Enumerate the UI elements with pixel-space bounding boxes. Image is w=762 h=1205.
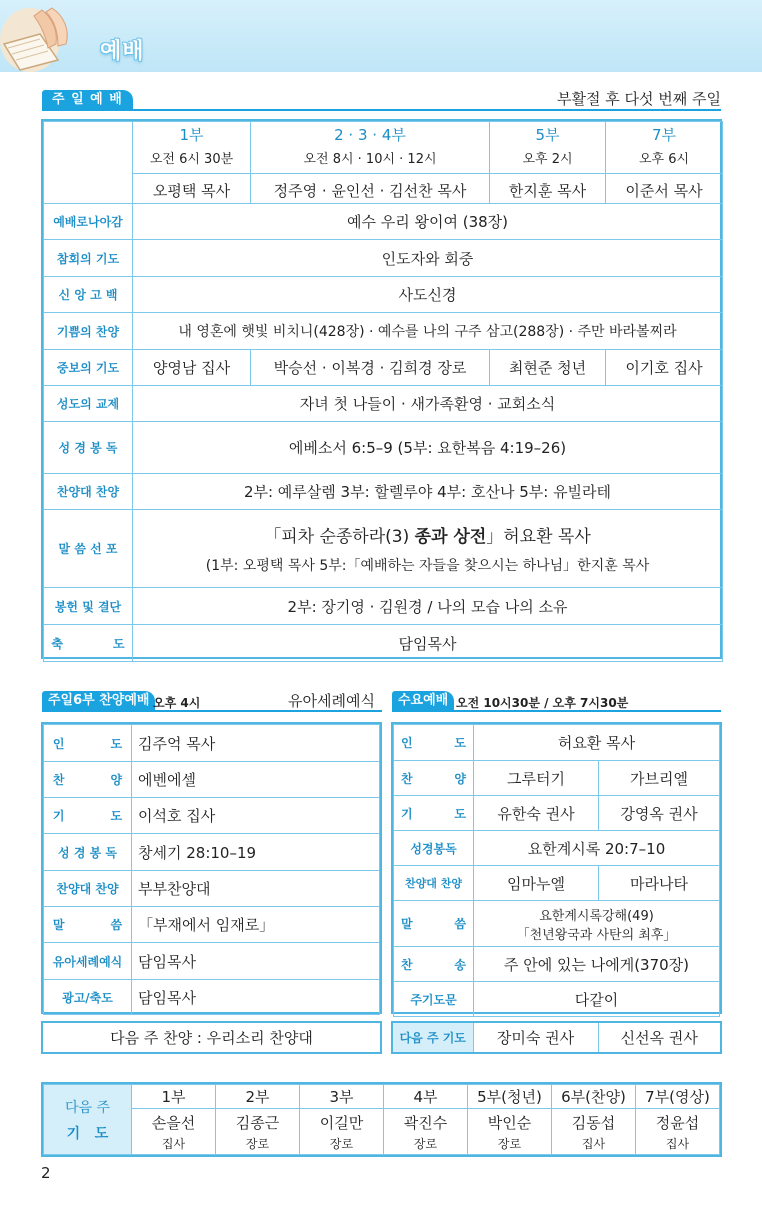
- wednesday-time: 오전 10시30분 / 오후 7시30분: [456, 696, 629, 710]
- row-label: 말 씀: [394, 901, 474, 947]
- table-row: [394, 901, 720, 947]
- person-name: 정윤섭: [655, 1113, 700, 1132]
- row-label: 성경봉독: [394, 831, 474, 866]
- table-row: [44, 762, 380, 798]
- sermon-series: 요한계시록강해(49): [539, 908, 654, 924]
- header-banner: [0, 0, 762, 72]
- table-row: [44, 240, 723, 277]
- table-row: [44, 625, 723, 662]
- row-value: 최현준 청년: [490, 350, 606, 386]
- row-label: 찬양대 찬양: [44, 474, 133, 510]
- table-row: [44, 313, 723, 350]
- row-value: 다같이: [474, 982, 720, 1017]
- service-pastor: 정주영 · 윤인선 · 김선찬 목사: [251, 173, 489, 201]
- sermon-alt: (1부: 오평택 목사 5부:「예배하는 자들을 찾으시는 하나님」한지훈 목사: [205, 558, 650, 574]
- row-value: 2부: 예루살렘 3부: 할렐루야 4부: 호산나 5부: 유빌라테: [133, 474, 723, 510]
- services-header-row: [44, 122, 723, 204]
- table-row: [44, 1109, 720, 1155]
- wednesday-worship-tag: 수요예배: [392, 691, 454, 711]
- divider: [42, 109, 721, 111]
- divider: [392, 710, 721, 712]
- table-row: [44, 798, 380, 834]
- row-label: 말 씀 선 포: [44, 510, 133, 588]
- row-value: 에베소서 6:5–9 (5부: 요한복음 4:19–26): [133, 422, 723, 474]
- page-title: 예배: [100, 39, 145, 64]
- row-value: 허요환 목사: [474, 725, 720, 761]
- prayer-cell: [132, 1109, 216, 1155]
- label-top: 다음 주: [64, 1099, 111, 1116]
- sermon-title-part: 「피차 순종하라(3): [264, 527, 415, 547]
- person-title: 장로: [245, 1136, 270, 1151]
- row-label: [44, 1085, 132, 1155]
- sunday-order-table: [41, 119, 722, 659]
- row-value: 내 영혼에 햇빛 비치니(428장) · 예수를 나의 구주 삼고(288장) · 주만 바라볼찌라: [133, 313, 723, 350]
- sixth-order-table: [41, 722, 382, 1014]
- service-name: 1부: [132, 1085, 216, 1109]
- person-name: 박인순: [487, 1113, 532, 1132]
- row-label: 찬양대 찬양: [394, 866, 474, 901]
- row-value: 에벤에셀: [132, 762, 380, 798]
- prayer-cell: [216, 1109, 300, 1155]
- service-name: 7부: [651, 126, 677, 144]
- row-label: 찬 양: [394, 761, 474, 796]
- person-title: 장로: [329, 1136, 354, 1151]
- row-label: 유아세례예식: [44, 943, 132, 980]
- row-value: 예수 우리 왕이여 (38장): [133, 204, 723, 240]
- row-value: 창세기 28:10–19: [132, 834, 380, 871]
- row-label: 축 도: [44, 625, 133, 662]
- table-row: [393, 1023, 720, 1052]
- row-value: 사도신경: [133, 277, 723, 313]
- sermon-cell: [474, 901, 720, 947]
- row-value: 담임목사: [133, 625, 723, 662]
- row-value: 강영옥 권사: [599, 796, 720, 831]
- table-row: [394, 866, 720, 901]
- table-row: [394, 982, 720, 1017]
- empty-cell: [44, 122, 133, 204]
- service-pastor: 오평택 목사: [133, 173, 250, 201]
- service-name: 5부: [535, 126, 560, 144]
- service-cell: [251, 122, 490, 204]
- service-cell: [490, 122, 606, 204]
- person-title: 장로: [413, 1136, 438, 1151]
- service-time: 오후 6시: [638, 152, 690, 167]
- table-row: [44, 350, 723, 386]
- row-label: 다음 주 기도: [393, 1023, 473, 1052]
- service-name: 2부: [216, 1085, 300, 1109]
- sermon-cell: [133, 510, 723, 588]
- row-label: 기쁨의 찬양: [44, 313, 133, 350]
- row-value: 신선옥 권사: [598, 1023, 720, 1052]
- row-label: 성 경 봉 독: [44, 422, 133, 474]
- row-label: 기 도: [44, 798, 132, 834]
- service-cell: [133, 122, 251, 204]
- row-value: 이석호 집사: [132, 798, 380, 834]
- row-label: 중보의 기도: [44, 350, 133, 386]
- row-label: 찬양대 찬양: [44, 871, 132, 907]
- service-name: 6부(찬양): [552, 1085, 636, 1109]
- row-value: 마라나타: [599, 866, 720, 901]
- row-label: 신 앙 고 백: [44, 277, 133, 313]
- table-row: [394, 725, 720, 761]
- row-value: 자녀 첫 나들이 · 새가족환영 · 교회소식: [133, 386, 723, 422]
- row-value: 그루터기: [474, 761, 599, 796]
- row-label: 인 도: [394, 725, 474, 761]
- sermon-preacher: 」허요환 목사: [486, 527, 591, 547]
- row-value: 김주억 목사: [132, 725, 380, 762]
- sixth-service-note: 유아세례예식: [288, 692, 375, 710]
- row-label: 찬 양: [44, 762, 132, 798]
- service-name: 3부: [300, 1085, 384, 1109]
- service-time: 오후 2시: [522, 152, 573, 167]
- service-time: 오전 6시 30분: [149, 152, 234, 167]
- row-label: 참회의 기도: [44, 240, 133, 277]
- row-label: 주기도문: [394, 982, 474, 1017]
- table-row: [44, 588, 723, 625]
- service-name: 2 · 3 · 4부: [334, 126, 406, 144]
- service-pastor: 한지훈 목사: [490, 173, 605, 201]
- sixth-service-tag: 주일6부 찬양예배: [42, 691, 155, 711]
- sermon-title: 「천년왕국과 사탄의 최후」: [516, 927, 677, 943]
- person-title: 집사: [581, 1136, 606, 1151]
- table-row: [44, 510, 723, 588]
- row-value: 담임목사: [132, 980, 380, 1015]
- table-row: [44, 907, 380, 943]
- table-row: [44, 277, 723, 313]
- table-row: [44, 834, 380, 871]
- prayer-cell: [636, 1109, 720, 1155]
- prayer-cell: [468, 1109, 552, 1155]
- person-title: 장로: [497, 1136, 522, 1151]
- sermon-title-bold: 종과 상전: [414, 527, 487, 547]
- service-cell: [606, 122, 723, 204]
- service-name: 1부: [179, 126, 204, 144]
- sermon-title: [133, 522, 722, 547]
- row-label: 봉헌 및 결단: [44, 588, 133, 625]
- row-value: 「부재에서 임재로」: [132, 907, 380, 943]
- row-value: 요한계시록 20:7–10: [474, 831, 720, 866]
- row-value: 가브리엘: [599, 761, 720, 796]
- table-row: [394, 947, 720, 982]
- row-value: 부부찬양대: [132, 871, 380, 907]
- row-label: 기 도: [394, 796, 474, 831]
- prayer-cell: [300, 1109, 384, 1155]
- service-pastor: 이준서 목사: [606, 173, 722, 201]
- sunday-subtitle: 부활절 후 다섯 번째 주일: [557, 90, 721, 108]
- row-value: 박승선 · 이복경 · 김희경 장로: [251, 350, 490, 386]
- person-name: 이길만: [319, 1113, 364, 1132]
- service-name: 5부(청년): [468, 1085, 552, 1109]
- row-label: 말 씀: [44, 907, 132, 943]
- table-row: [44, 204, 723, 240]
- page-number: 2: [41, 1164, 51, 1182]
- row-value: 인도자와 회중: [133, 240, 723, 277]
- person-title: 집사: [665, 1136, 690, 1151]
- next-choir-box: 다음 주 찬양 : 우리소리 찬양대: [41, 1021, 382, 1054]
- service-name: 7부(영상): [636, 1085, 720, 1109]
- row-value: 임마누엘: [474, 866, 599, 901]
- table-row: [44, 980, 380, 1015]
- row-value: 담임목사: [132, 943, 380, 980]
- row-value: 주 안에 있는 나에게(370장): [474, 947, 720, 982]
- table-row: [44, 474, 723, 510]
- wednesday-order-table: [391, 722, 722, 1014]
- row-label: 예배로나아감: [44, 204, 133, 240]
- label-bottom: 기 도: [66, 1125, 109, 1142]
- row-value: 유한숙 권사: [474, 796, 599, 831]
- row-value: 이기호 집사: [606, 350, 723, 386]
- table-row: [44, 1085, 720, 1109]
- prayer-cell: [384, 1109, 468, 1155]
- row-value: 양영남 집사: [133, 350, 251, 386]
- table-row: [394, 831, 720, 866]
- person-name: 김동섭: [571, 1113, 616, 1132]
- table-row: [44, 386, 723, 422]
- service-name: 4부: [384, 1085, 468, 1109]
- next-week-prayer-table: [41, 1082, 722, 1157]
- row-label: 성 경 봉 독: [44, 834, 132, 871]
- sixth-service-time: 오후 4시: [153, 696, 201, 710]
- divider: [42, 710, 382, 712]
- person-title: 집사: [161, 1136, 186, 1151]
- person-name: 손을선: [151, 1113, 196, 1132]
- service-time: 오전 8시 · 10시 · 12시: [303, 152, 437, 167]
- person-name: 곽진수: [403, 1113, 448, 1132]
- praying-hands-bible-icon: [0, 0, 100, 72]
- table-row: [394, 796, 720, 831]
- row-value: 장미숙 권사: [473, 1023, 598, 1052]
- person-name: 김종근: [235, 1113, 280, 1132]
- prayer-cell: [552, 1109, 636, 1155]
- row-label: 찬 송: [394, 947, 474, 982]
- table-row: [44, 943, 380, 980]
- table-row: [44, 725, 380, 762]
- table-row: [394, 761, 720, 796]
- row-label: 인 도: [44, 725, 132, 762]
- sunday-worship-tag: 주 일 예 배: [42, 90, 133, 110]
- row-value: 2부: 장기영 · 김원경 / 나의 모습 나의 소유: [133, 588, 723, 625]
- row-label: 광고/축도: [44, 980, 132, 1015]
- table-row: [44, 871, 380, 907]
- wednesday-next-prayer: [391, 1021, 722, 1054]
- table-row: [44, 422, 723, 474]
- row-label: 성도의 교제: [44, 386, 133, 422]
